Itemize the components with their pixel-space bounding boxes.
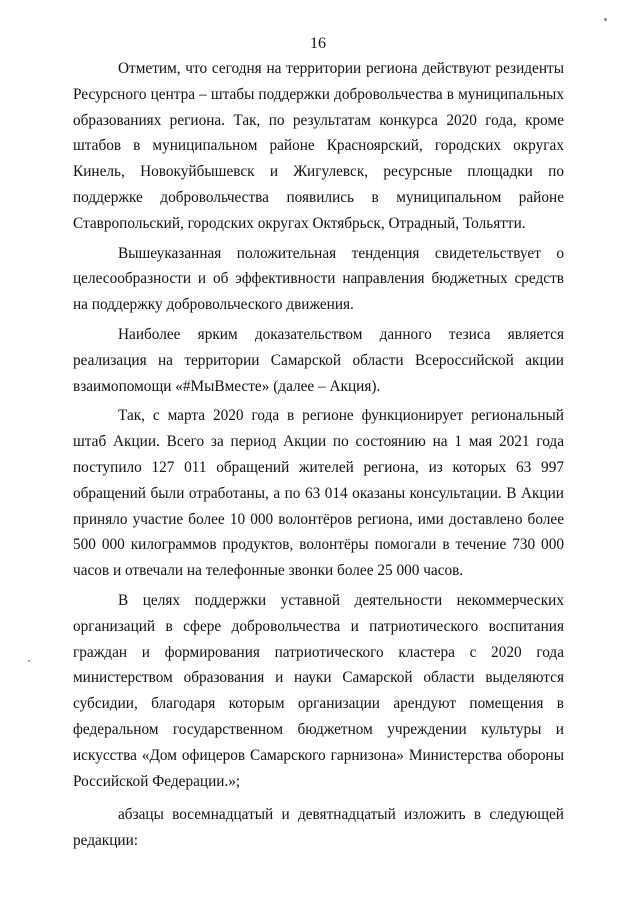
scan-speck (28, 660, 30, 662)
document-body (73, 56, 564, 854)
page-number: 16 (310, 35, 326, 52)
paragraph-amendment: абзацы восемнадцатый и девятнадцатый изложить в следующей редакции: (73, 806, 564, 850)
paragraph-resource-center: Отметим, что сегодня на территории региона действуют резиденты Ресурсного центра – штабы поддержки добровольчества в муниципальных образованиях региона. Так, по результатам конкурса 2020 года, кроме штабов в муниципальном районе Красноярский, городских округах Кинель, Новокуйбышевск и Жигулевск, ресурсные площадки по поддержке добровольчества появились в муниципальном районе Ставропольский, городских округах Октябрьск, Отрадный, Тольятти. (73, 60, 564, 232)
paragraph-subsidies: В целях поддержки уставной деятельности некоммерческих организаций в сфере добровольчества и патриотического воспитания граждан и формирования патриотического кластера с 2020 года министерством образования и науки Самарской области выделяются субсидии, благодаря которым организации арендуют помещения в федеральном государственном бюджетном учреждении культуры и искусства «Дом офицеров Самарского гарнизона» Министерства обороны Российской Федерации.»; (73, 591, 564, 790)
paragraph-action-statistics: Так, с марта 2020 года в регионе функционирует региональный штаб Акции. Всего за период Акции по состоянию на 1 мая 2021 года поступило 127 011 обращений жителей региона, из которых 63 997 обращений были отработаны, а по 63 014 оказаны консультации. В Акции приняло участие более 10 000 волонтёров региона, ими доставлено более 500 000 килограммов продуктов, волонтёры помогали в течение 730 000 часов и отвечали на телефонные звонки более 25 000 часов. (73, 407, 564, 580)
scan-speck (604, 18, 607, 21)
paragraph-positive-trend: Вышеуказанная положительная тенденция свидетельствует о целесообразности и об эффективности направления бюджетных средств на поддержку добровольческого движения. (73, 244, 564, 314)
paragraph-thesis-evidence: Наиболее ярким доказательством данного тезиса является реализация на территории Самарской области Всероссийской акции взаимопомощи «#МыВместе» (далее – Акция). (73, 325, 564, 395)
